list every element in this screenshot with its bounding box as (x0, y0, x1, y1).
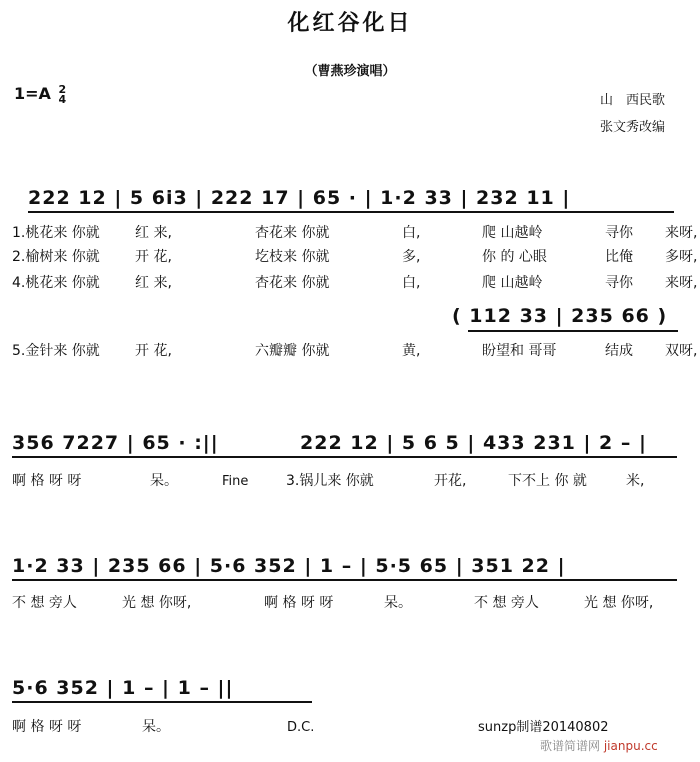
performer-note: （曹燕珍演唱） (304, 64, 396, 79)
lyrics-line-5: 啊 格 呀 呀 呆。 D.C. (12, 719, 315, 735)
notes-line-1: 222 12 | 5 6i3 | 222 17 | 65 · | 1·2 33 | 232 11 | (28, 187, 571, 209)
notes-line-3b: 222 12 | 5 6 5 | 433 231 | 2 – | (300, 432, 647, 454)
lyrics-line-3: 啊 格 呀 呀 呆。 Fine 3.锅儿来 你就 开花, 下不上 你 就 米, (12, 473, 645, 489)
lyrics-line-4: 不 想 旁人 光 想 你呀, 啊 格 呀 呀 呆。 不 想 旁人 光 想 你呀, (12, 595, 654, 611)
underline-interlude (468, 330, 678, 332)
verse-2: 2.榆树来 你就 开 花, 圪枝来 你就 多, 你 的 心眼 比俺 多呀, (12, 249, 698, 265)
key-signature (14, 84, 66, 105)
time-bottom: 4 (58, 92, 67, 106)
underline-line-5 (12, 701, 312, 703)
watermark-text: 歌谱简谱网 (540, 739, 601, 753)
underline-line-4 (12, 579, 677, 581)
composer-credit: 山 西民歌 (600, 93, 666, 108)
verse-1: 1.桃花来 你就 红 来, 杏花来 你就 白, 爬 山越岭 寻你 来呀, (12, 225, 698, 241)
watermark-url: jianpu.cc (603, 739, 658, 753)
transcriber-credit: sunzp制谱20140802 (478, 720, 609, 735)
time-signature (58, 82, 67, 106)
notes-line-4: 1·2 33 | 235 66 | 5·6 352 | 1 – | 5·5 65 | 351 22 | (12, 555, 566, 577)
watermark (540, 737, 658, 754)
notes-interlude: ( 112 33 | 235 66 ) (452, 305, 668, 327)
verse-5: 5.金针来 你就 开 花, 六瓣瓣 你就 黄, 盼望和 哥哥 结成 双呀, (12, 343, 698, 359)
underline-line-3 (12, 456, 677, 458)
verse-4: 4.桃花来 你就 红 来, 杏花来 你就 白, 爬 山越岭 寻你 来呀, (12, 275, 698, 291)
time-top: 2 (58, 82, 67, 96)
notes-line-3a: 356 7227 | 65 · :|| (12, 432, 219, 454)
underline-line-1 (28, 211, 674, 213)
key-text: 1=A (14, 84, 51, 103)
notes-line-5: 5·6 352 | 1 – | 1 – || (12, 677, 234, 699)
arranger-credit: 张文秀改编 (600, 120, 666, 135)
song-title: 化红谷化日 (287, 10, 413, 36)
